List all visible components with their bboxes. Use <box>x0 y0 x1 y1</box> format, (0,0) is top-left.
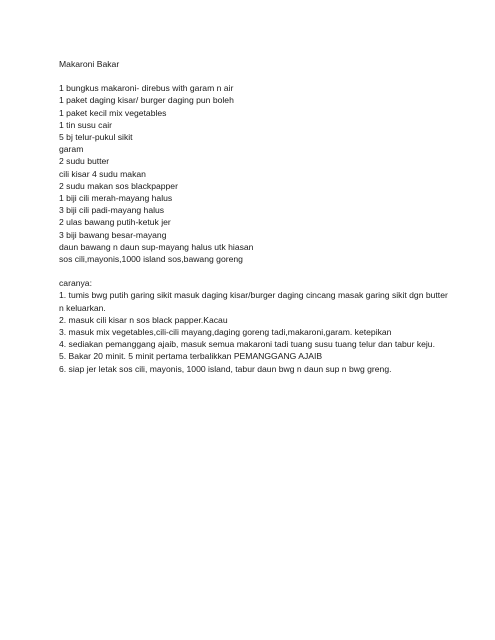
ingredient-line: 1 bungkus makaroni- direbus with garam n air <box>59 83 234 94</box>
ingredient-line: 2 ulas bawang putih-ketuk jer <box>59 217 171 228</box>
ingredient-line: 3 biji cili padi-mayang halus <box>59 205 165 216</box>
ingredient-line: 3 biji bawang besar-mayang <box>59 229 167 240</box>
ingredient-line: daun bawang n daun sup-mayang halus utk hiasan <box>59 241 254 252</box>
ingredient-line: 1 paket kecil mix vegetables <box>59 107 167 118</box>
ingredient-line: 1 paket daging kisar/ burger daging pun boleh <box>59 95 234 106</box>
steps-list <box>59 289 449 374</box>
ingredient-line: cili kisar 4 sudu makan <box>59 168 146 179</box>
step-item: 5. Bakar 20 minit. 5 minit pertama terbalikkan PEMANGGANG AJAIB <box>59 351 323 362</box>
recipe-title: Makaroni Bakar <box>59 59 120 69</box>
ingredient-line: 1 biji cili merah-mayang halus <box>59 193 173 204</box>
step-item: 3. masuk mix vegetables,cili-cili mayang,daging goreng tadi,makaroni,garam. ketepikan <box>59 327 392 338</box>
ingredients-list <box>59 82 449 265</box>
step-item: 2. masuk cili kisar n sos black papper.Kacau <box>59 314 228 325</box>
step-item: 1. tumis bwg putih garing sikit masuk daging kisar/burger daging cincang masak garing sikit dgn butter n keluarkan. <box>59 290 448 313</box>
ingredient-line: garam <box>59 144 84 155</box>
ingredient-line: 2 sudu butter <box>59 156 110 167</box>
ingredient-line: sos cili,mayonis,1000 island sos,bawang goreng <box>59 254 243 265</box>
steps-heading: caranya: <box>59 278 92 289</box>
step-item: 6. siap jer letak sos cili, mayonis, 1000 island, tabur daun bwg n daun sup n bwg greng. <box>59 363 392 374</box>
document-body <box>59 58 449 375</box>
ingredient-line: 1 tin susu cair <box>59 119 113 130</box>
step-item: 4. sediakan pemanggang ajaib, masuk semua makaroni tadi tuang susu tuang telur dan tabur keju. <box>59 339 435 350</box>
ingredient-line: 2 sudu makan sos blackpapper <box>59 180 178 191</box>
ingredient-line: 5 bj telur-pukul sikit <box>59 132 133 143</box>
